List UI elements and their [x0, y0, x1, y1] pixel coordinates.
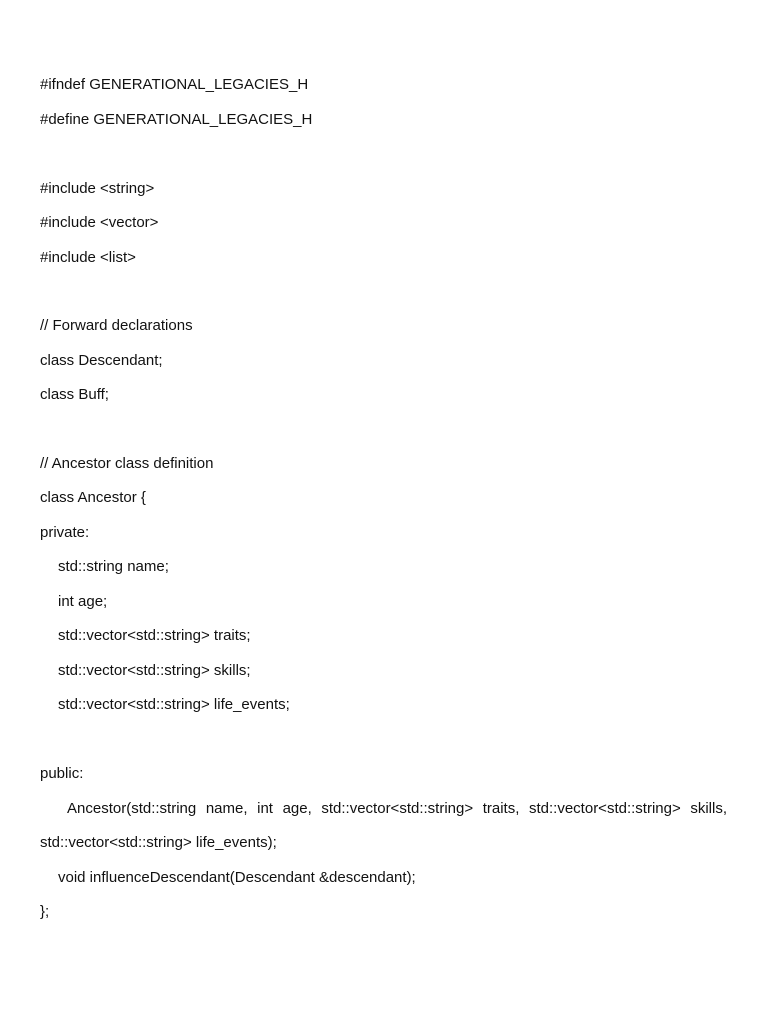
code-comment-forward-declarations: // Forward declarations	[40, 317, 193, 334]
code-line-private: private:	[40, 524, 90, 541]
code-line-member-life-events: std::vector<std::string> life_events;	[58, 696, 290, 713]
code-line-member-skills: std::vector<std::string> skills;	[58, 662, 251, 679]
code-line-ifndef: #ifndef GENERATIONAL_LEGACIES_H	[40, 76, 309, 93]
code-comment-ancestor-definition: // Ancestor class definition	[40, 455, 214, 472]
code-line-member-age: int age;	[58, 593, 108, 610]
code-line-member-traits: std::vector<std::string> traits;	[58, 627, 251, 644]
code-line-constructor: Ancestor(std::string name, int age, std::vector<std::string> traits, std::vector<std::string> skills,	[67, 800, 727, 817]
code-line-include-string: #include <string>	[40, 180, 155, 197]
code-line-class-end: };	[40, 903, 50, 920]
code-line-public: public:	[40, 765, 84, 782]
code-line-constructor-continuation: std::vector<std::string> life_events);	[40, 834, 277, 851]
code-line-include-list: #include <list>	[40, 249, 136, 266]
code-line-class-descendant: class Descendant;	[40, 352, 163, 369]
code-line-influence-method: void influenceDescendant(Descendant &descendant);	[58, 869, 416, 886]
code-line-include-vector: #include <vector>	[40, 214, 159, 231]
code-line-member-name: std::string name;	[58, 558, 169, 575]
code-line-class-ancestor: class Ancestor {	[40, 489, 146, 506]
code-line-class-buff: class Buff;	[40, 386, 109, 403]
code-line-define: #define GENERATIONAL_LEGACIES_H	[40, 111, 313, 128]
